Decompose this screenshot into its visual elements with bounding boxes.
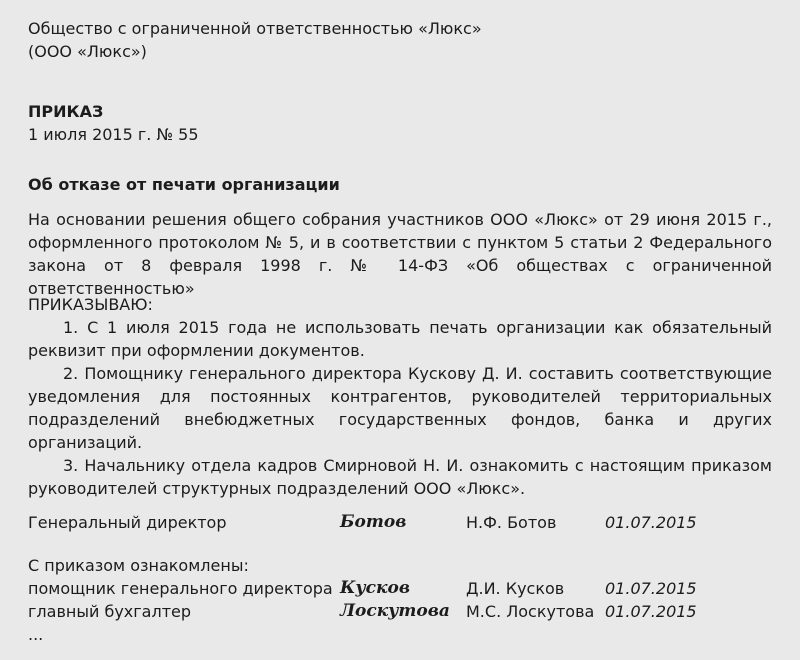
- ack-handwritten-signature: Лоскутова: [340, 601, 450, 621]
- signer-position: Генеральный директор: [28, 513, 227, 532]
- acknowledgement-row: [28, 600, 772, 623]
- ack-date: 01.07.2015: [605, 579, 697, 598]
- order-item-2: 2. Помощнику генерального директора Кускову Д. И. составить соответствующие уведомления для постоянных контрагентов, руководителей территориальных подразделений внебюджетных государственных фондов, банка и других организаций.: [28, 364, 772, 452]
- signer-name: Н.Ф. Ботов: [466, 513, 557, 532]
- order-subject: Об отказе от печати организации: [28, 175, 340, 194]
- org-full-name: Общество с ограниченной ответственностью «Люкс»: [28, 19, 482, 38]
- acknowledgement-more: [28, 623, 772, 646]
- ack-position: главный бухгалтер: [28, 602, 192, 621]
- acknowledgement-ellipsis: ...: [28, 625, 44, 644]
- order-basis-block: [28, 208, 772, 300]
- org-header: [28, 17, 772, 63]
- order-directive-block: [28, 293, 772, 500]
- order-subject-block: [28, 173, 772, 196]
- acknowledgement-row: [28, 577, 772, 600]
- order-date-number: 1 июля 2015 г. № 55: [28, 125, 199, 144]
- order-title: ПРИКАЗ: [28, 102, 104, 121]
- order-directive: ПРИКАЗЫВАЮ:: [28, 295, 153, 314]
- ack-handwritten-signature: Кусков: [340, 578, 410, 598]
- org-short-name: (ООО «Люкс»): [28, 42, 147, 61]
- order-item-1: 1. С 1 июля 2015 года не использовать печать организации как обязательный реквизит при оформлении документов.: [28, 318, 772, 360]
- signature-date: 01.07.2015: [605, 513, 697, 532]
- order-heading: [28, 100, 772, 146]
- ack-name: М.С. Лоскутова: [466, 602, 595, 621]
- ack-position: помощник генерального директора: [28, 579, 333, 598]
- order-basis: На основании решения общего собрания участников ООО «Люкс» от 29 июня 2015 г., оформленного протоколом № 5, и в соответствии с пунктом 5 статьи 2 Федерального закона от 8 февраля 1998 г. № 14-ФЗ «Об обществах с ограниченной ответственностью»: [28, 210, 772, 298]
- ack-name: Д.И. Кусков: [466, 579, 565, 598]
- acknowledgement-title-row: [28, 554, 772, 577]
- acknowledgement-title: С приказом ознакомлены:: [28, 556, 249, 575]
- order-item-3: 3. Начальнику отдела кадров Смирновой Н. И. ознакомить с настоящим приказом руководителей структурных подразделений ООО «Люкс».: [28, 456, 772, 498]
- handwritten-signature: Ботов: [340, 512, 407, 532]
- director-signature-row: [28, 511, 772, 534]
- ack-date: 01.07.2015: [605, 602, 697, 621]
